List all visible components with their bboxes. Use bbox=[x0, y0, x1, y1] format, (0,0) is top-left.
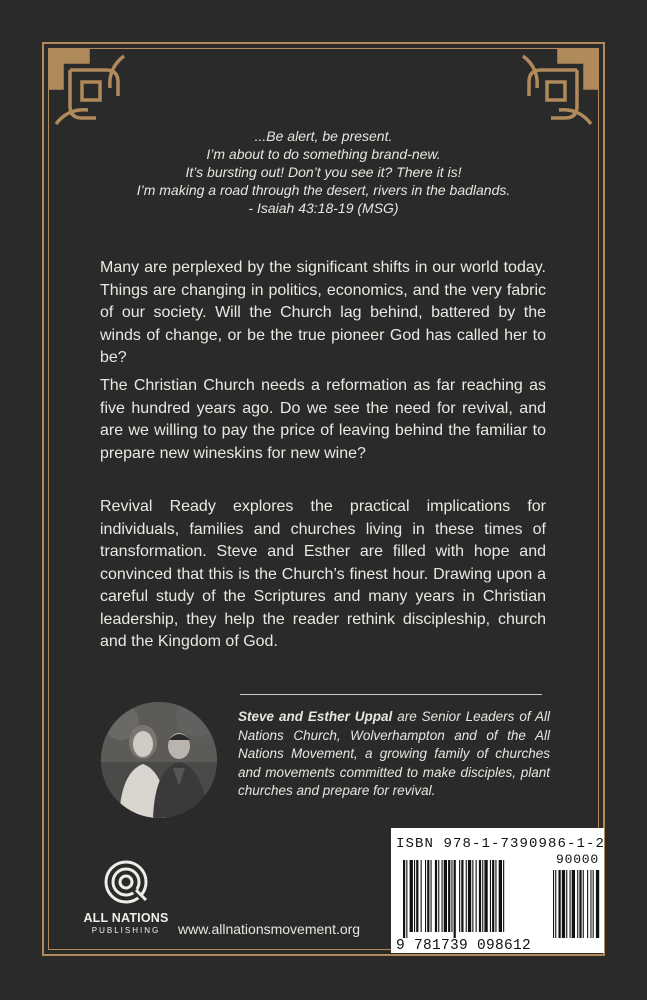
quote-reference: - Isaiah 43:18-19 (MSG) bbox=[248, 200, 399, 216]
quote-line: It’s bursting out! Don’t you see it? There it is! bbox=[185, 164, 462, 180]
blurb-paragraph-3: Revival Ready explores the practical implications for individuals, families and churches living in these times of transformation. Steve and Esther are filled with hope and convinced that this is the Church’s finest hour. Drawing upon a careful study of the Scriptures and many years in Christian leadership, they help the reader rethink discipleship, church and the Kingdom of God. bbox=[100, 498, 546, 650]
author-names: Steve and Esther Uppal bbox=[238, 709, 393, 724]
quote-line: I’m making a road through the desert, rivers in the badlands. bbox=[136, 182, 511, 198]
website-url: www.allnationsmovement.org bbox=[178, 921, 361, 937]
quote-line: ...Be alert, be present. bbox=[254, 128, 393, 144]
quote-line: I’m about to do something brand-new. bbox=[206, 146, 441, 162]
author-bio bbox=[238, 708, 550, 801]
author-photo bbox=[101, 702, 217, 818]
isbn-label: ISBN 978-1-7390986-1-2 bbox=[396, 836, 606, 852]
ean-digits: 9 781739 098612 bbox=[396, 938, 532, 954]
epigraph-quote bbox=[100, 127, 547, 217]
publisher-name: ALL NATIONS bbox=[83, 911, 169, 925]
bio-divider bbox=[240, 694, 542, 695]
blurb-paragraph-2: The Christian Church needs a reformation as far reaching as five hundred years ago. Do we see the need for revival, and are we willing to pay the price of leaving behind the familiar to prepare new wineskins for new wine? bbox=[100, 377, 546, 462]
author-bio-text: are Senior Leaders of All Nations Church, Wolverhampton and of the All Nations Movement, a growing family of churches and movements committed to make disciples, plant churches and prepare for revival. bbox=[238, 709, 550, 798]
price-addon-code: 90000 bbox=[556, 852, 600, 867]
ornament-corner-top-left bbox=[48, 48, 136, 136]
ornament-corner-top-right bbox=[511, 48, 599, 136]
publisher-logo bbox=[81, 860, 171, 940]
publisher-subtitle: PUBLISHING bbox=[91, 926, 161, 935]
blurb-paragraph-1: Many are perplexed by the significant shifts in our world today. Things are changing in politics, economics, and the very fabric of our society. Will the Church lag behind, battered by the winds of change, or be the true pioneer God has called her to be? bbox=[100, 259, 546, 366]
publisher-emblem-icon bbox=[104, 860, 148, 904]
